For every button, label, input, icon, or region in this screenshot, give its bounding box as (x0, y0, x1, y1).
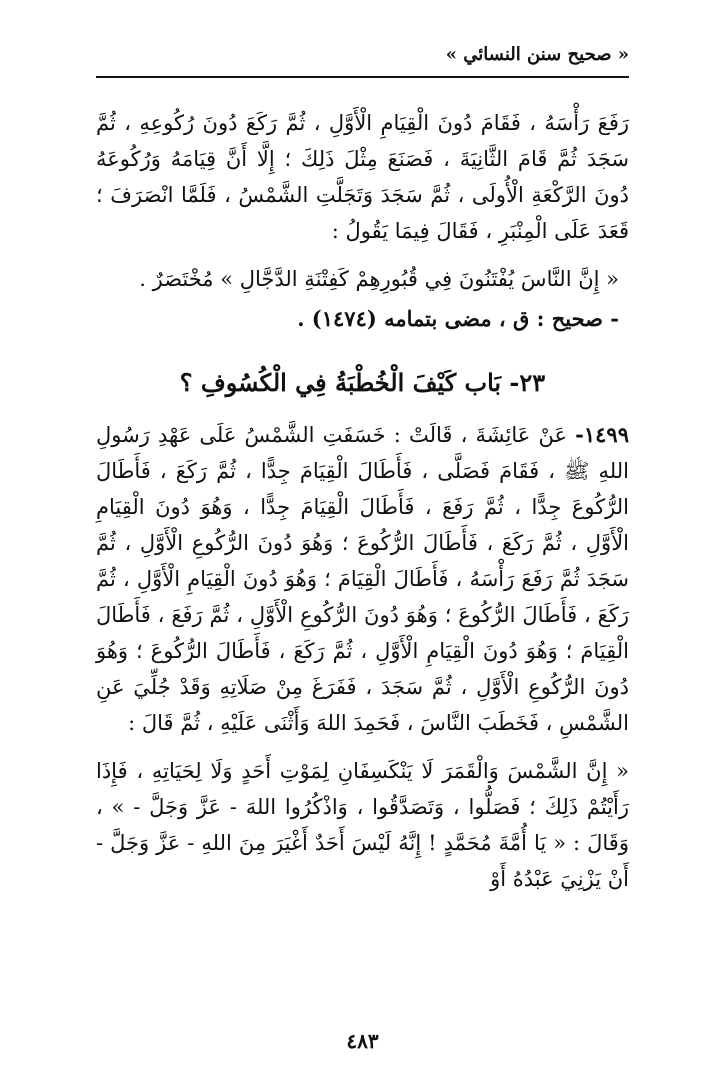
continuation-paragraph: رَفَعَ رَأْسَهُ ، فَقَامَ دُونَ الْقِيَامِ الْأَوَّلِ ، ثُمَّ رَكَعَ دُونَ رُكُوعِهِ ، ثُمَّ سَجَدَ ثُمَّ قَامَ الثَّانِيَةَ ، فَصَنَعَ مِثْلَ ذَلِكَ ؛ إِلَّا أَنَّ قِيَامَهُ وَرُكُوعَهُ دُونَ الرَّكْعَةِ الْأُولَى ، ثُمَّ سَجَدَ وَتَجَلَّتِ الشَّمْسُ ، فَلَمَّا انْصَرَفَ ؛ قَعَدَ عَلَى الْمِنْبَرِ ، فَقَالَ فِيمَا يَقُولُ : (96, 111, 629, 243)
hadith-quote: « إِنَّ الشَّمْسَ وَالْقَمَرَ لَا يَنْكَسِفَانِ لِمَوْتِ أَحَدٍ وَلَا لِحَيَاتِهِ ، فَإِذَا رَأَيْتُمْ ذَلِكَ ؛ فَصَلُّوا ، وَتَصَدَّقُوا ، وَاذْكُرُوا اللهَ - عَزَّ وَجَلَّ - » ، وَقَالَ : « يَا أُمَّةَ مُحَمَّدٍ ! إِنَّهُ لَيْسَ أَحَدٌ أَغْيَرَ مِنَ اللهِ - عَزَّ وَجَلَّ - أَنْ يَزْنِيَ عَبْدُهُ أَوْ (96, 759, 629, 891)
running-head-title: « صحيح سنن النسائي » (445, 44, 629, 65)
chapter-heading: ٢٣- بَاب كَيْفَ الْخُطْبَةُ فِي الْكُسُوفِ ؟ (179, 368, 546, 397)
page-body (96, 105, 629, 897)
hadith-number: ١٤٩٩- (575, 422, 629, 447)
grading-note: - صحيح : ق ، مضى بتمامه (١٤٧٤) . (297, 306, 619, 331)
header-rule (96, 76, 629, 78)
hadith-narration: عَنْ عَائِشَةَ ، قَالَتْ : خَسَفَتِ الشَّمْسُ عَلَى عَهْدِ رَسُولِ اللهِ ﷺ ، فَقَامَ فَصَلَّى ، فَأَطَالَ الْقِيَامَ جِدًّا ، ثُمَّ رَكَعَ ، فَأَطَالَ الرُّكُوعَ جِدًّا ، ثُمَّ رَفَعَ ، فَأَطَالَ الْقِيَامَ جِدًّا ، وَهُوَ دُونَ الْقِيَامِ الْأَوَّلِ ، ثُمَّ رَكَعَ ، فَأَطَالَ الرُّكُوعَ ؛ وَهُوَ دُونَ الرُّكُوعِ الْأَوَّلِ ، ثُمَّ سَجَدَ ثُمَّ رَفَعَ رَأْسَهُ ، فَأَطَالَ الْقِيَامَ ؛ وَهُوَ دُونَ الْقِيَامِ الْأَوَّلِ ، ثُمَّ رَكَعَ ، فَأَطَالَ الرُّكُوعَ ؛ وَهُوَ دُونَ الرُّكُوعِ الْأَوَّلِ ، ثُمَّ رَفَعَ ، فَأَطَالَ الْقِيَامَ ؛ وَهُوَ دُونَ الْقِيَامِ الْأَوَّلِ ، ثُمَّ رَكَعَ ، فَأَطَالَ الرُّكُوعَ ؛ وَهُوَ دُونَ الرُّكُوعِ الْأَوَّلِ ، ثُمَّ سَجَدَ ، فَفَرَغَ مِنْ صَلَاتِهِ وَقَدْ جُلِّيَ عَنِ الشَّمْسِ ، فَخَطَبَ النَّاسَ ، فَحَمِدَ اللهَ وَأَثْنَى عَلَيْهِ ، ثُمَّ قَالَ : (96, 423, 629, 735)
page-number: ٤٨٣ (346, 1029, 379, 1053)
continuation-quote: « إِنَّ النَّاسَ يُفْتَنُونَ فِي قُبُورِهِمْ كَفِتْنَةِ الدَّجَّالِ » مُخْتَصَرٌ . (139, 267, 619, 291)
hadith-paragraph (96, 417, 629, 741)
